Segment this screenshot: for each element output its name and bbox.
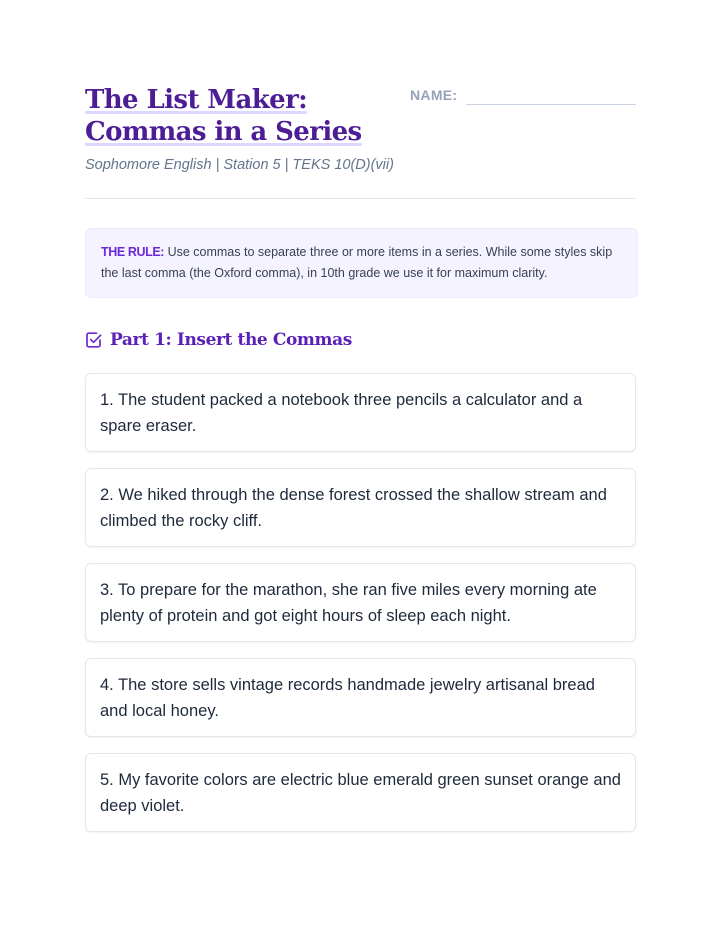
section-title: Part 1: Insert the Commas [110,330,352,350]
rule-callout [85,228,638,298]
exercise-item[interactable]: 4. The store sells vintage records handmade jewelry artisanal bread and local honey. [85,658,636,737]
header-divider [85,198,636,199]
checkbox-icon [85,331,103,349]
course-subtitle: Sophomore English | Station 5 | TEKS 10(D)(vii) [85,157,394,173]
page-title: The List Maker: Commas in a Series [85,85,362,147]
exercise-list [85,373,636,848]
rule-text: Use commas to separate three or more items in a series. While some styles skip the last comma (the Oxford comma), in 10th grade we use it for maximum clarity. [101,245,613,280]
section-heading [85,327,352,353]
exercise-item[interactable]: 2. We hiked through the dense forest crossed the shallow stream and climbed the rocky cliff. [85,468,636,547]
exercise-item[interactable]: 1. The student packed a notebook three pencils a calculator and a spare eraser. [85,373,636,452]
rule-label: THE RULE: [101,245,165,259]
exercise-item[interactable]: 3. To prepare for the marathon, she ran five miles every morning ate plenty of protein and got eight hours of sleep each night. [85,563,636,642]
exercise-item[interactable]: 5. My favorite colors are electric blue emerald green sunset orange and deep violet. [85,753,636,832]
name-field[interactable] [466,104,636,105]
name-label: NAME: [410,87,458,103]
